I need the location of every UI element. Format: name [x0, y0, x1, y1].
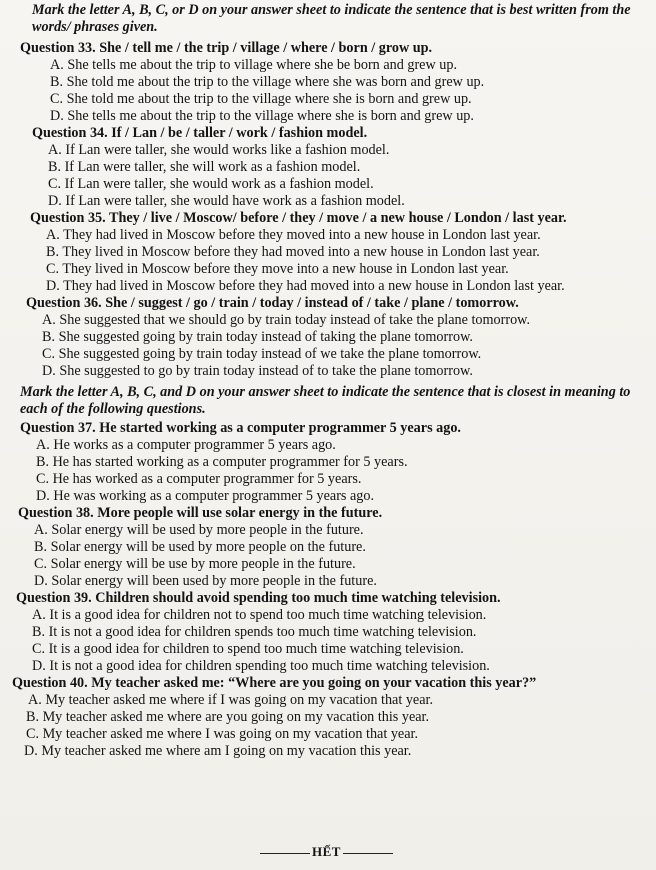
- option-c[interactable]: C. My teacher asked me where I was going on my vacation that year.: [26, 726, 419, 742]
- question-header: Question 40. My teacher asked me: “Where are you going on your vacation this year?”: [12, 675, 537, 691]
- option-a[interactable]: A. They had lived in Moscow before they moved into a new house in London last year.: [46, 227, 541, 243]
- option-a[interactable]: A. He works as a computer programmer 5 years ago.: [36, 437, 336, 453]
- end-marker: [258, 844, 395, 860]
- option-d[interactable]: D. If Lan were taller, she would have work as a fashion model.: [48, 193, 405, 209]
- option-b[interactable]: B. Solar energy will be used by more people on the future.: [34, 539, 366, 555]
- question-39: [16, 590, 644, 675]
- option-d[interactable]: D. They had lived in Moscow before they had moved into a new house in London last year.: [46, 278, 565, 294]
- option-c[interactable]: C. He has worked as a computer programmer for 5 years.: [36, 471, 362, 487]
- question-35: [20, 210, 644, 295]
- instruction-part2: Mark the letter A, B, C, and D on your answer sheet to indicate the sentence that is closest in meaning to each of the following questions.: [20, 384, 631, 417]
- option-c[interactable]: C. She told me about the trip to the village where she is born and grew up.: [50, 91, 472, 107]
- option-d[interactable]: D. It is not a good idea for children spending too much time watching television.: [32, 658, 490, 674]
- option-c[interactable]: C. She suggested going by train today instead of we take the plane tomorrow.: [42, 346, 482, 362]
- question-36: [20, 295, 644, 380]
- question-header: Question 33. She / tell me / the trip / village / where / born / grow up.: [20, 40, 433, 56]
- question-33: [20, 40, 644, 125]
- question-header: Question 35. They / live / Moscow/ before / they / move / a new house / London / last year.: [30, 210, 567, 226]
- question-header: Question 37. He started working as a computer programmer 5 years ago.: [20, 420, 461, 436]
- option-d[interactable]: D. My teacher asked me where am I going on my vacation this year.: [24, 743, 412, 759]
- question-37: [20, 420, 644, 505]
- option-a[interactable]: A. She suggested that we should go by train today instead of take the plane tomorrow.: [42, 312, 531, 328]
- option-b[interactable]: B. She told me about the trip to the village where she was born and grew up.: [50, 74, 485, 90]
- option-c[interactable]: C. They lived in Moscow before they move into a new house in London last year.: [46, 261, 509, 277]
- option-c[interactable]: C. If Lan were taller, she would work as a fashion model.: [48, 176, 374, 192]
- option-b[interactable]: B. My teacher asked me where are you going on my vacation this year.: [26, 709, 430, 725]
- end-rule-left: [260, 853, 310, 854]
- end-text: HẾT: [312, 844, 341, 859]
- option-b[interactable]: B. He has started working as a computer programmer for 5 years.: [36, 454, 408, 470]
- option-b[interactable]: B. If Lan were taller, she will work as a fashion model.: [48, 159, 361, 175]
- option-b[interactable]: B. It is not a good idea for children spends too much time watching television.: [32, 624, 477, 640]
- option-d[interactable]: D. He was working as a computer programmer 5 years ago.: [36, 488, 375, 504]
- option-d[interactable]: D. She suggested to go by train today instead of to take the plane tomorrow.: [42, 363, 473, 379]
- option-a[interactable]: A. It is a good idea for children not to spend too much time watching television.: [32, 607, 487, 623]
- option-a[interactable]: A. Solar energy will be used by more people in the future.: [34, 522, 364, 538]
- option-d[interactable]: D. Solar energy will been used by more people in the future.: [34, 573, 377, 589]
- question-38: [20, 505, 644, 590]
- question-40: [12, 675, 644, 760]
- question-header: Question 38. More people will use solar energy in the future.: [18, 505, 383, 521]
- option-b[interactable]: B. She suggested going by train today instead of taking the plane tomorrow.: [42, 329, 473, 345]
- option-a[interactable]: A. My teacher asked me where if I was going on my vacation that year.: [28, 692, 433, 708]
- option-c[interactable]: C. It is a good idea for children to spend too much time watching television.: [32, 641, 464, 657]
- end-rule-right: [343, 853, 393, 854]
- option-a[interactable]: A. She tells me about the trip to village where she be born and grew up.: [50, 57, 458, 73]
- instruction-part1: Mark the letter A, B, C, or D on your answer sheet to indicate the sentence that is best written from the words/ phrases given.: [32, 2, 631, 35]
- question-34: [20, 125, 644, 210]
- question-header: Question 36. She / suggest / go / train / today / instead of / take / plane / tomorrow.: [26, 295, 519, 311]
- option-c[interactable]: C. Solar energy will be use by more people in the future.: [34, 556, 356, 572]
- question-header: Question 34. If / Lan / be / taller / work / fashion model.: [32, 125, 368, 141]
- question-header: Question 39. Children should avoid spending too much time watching television.: [16, 590, 501, 606]
- option-a[interactable]: A. If Lan were taller, she would works like a fashion model.: [48, 142, 390, 158]
- option-b[interactable]: B. They lived in Moscow before they had moved into a new house in London last year.: [46, 244, 540, 260]
- option-d[interactable]: D. She tells me about the trip to the village where she is born and grew up.: [50, 108, 474, 124]
